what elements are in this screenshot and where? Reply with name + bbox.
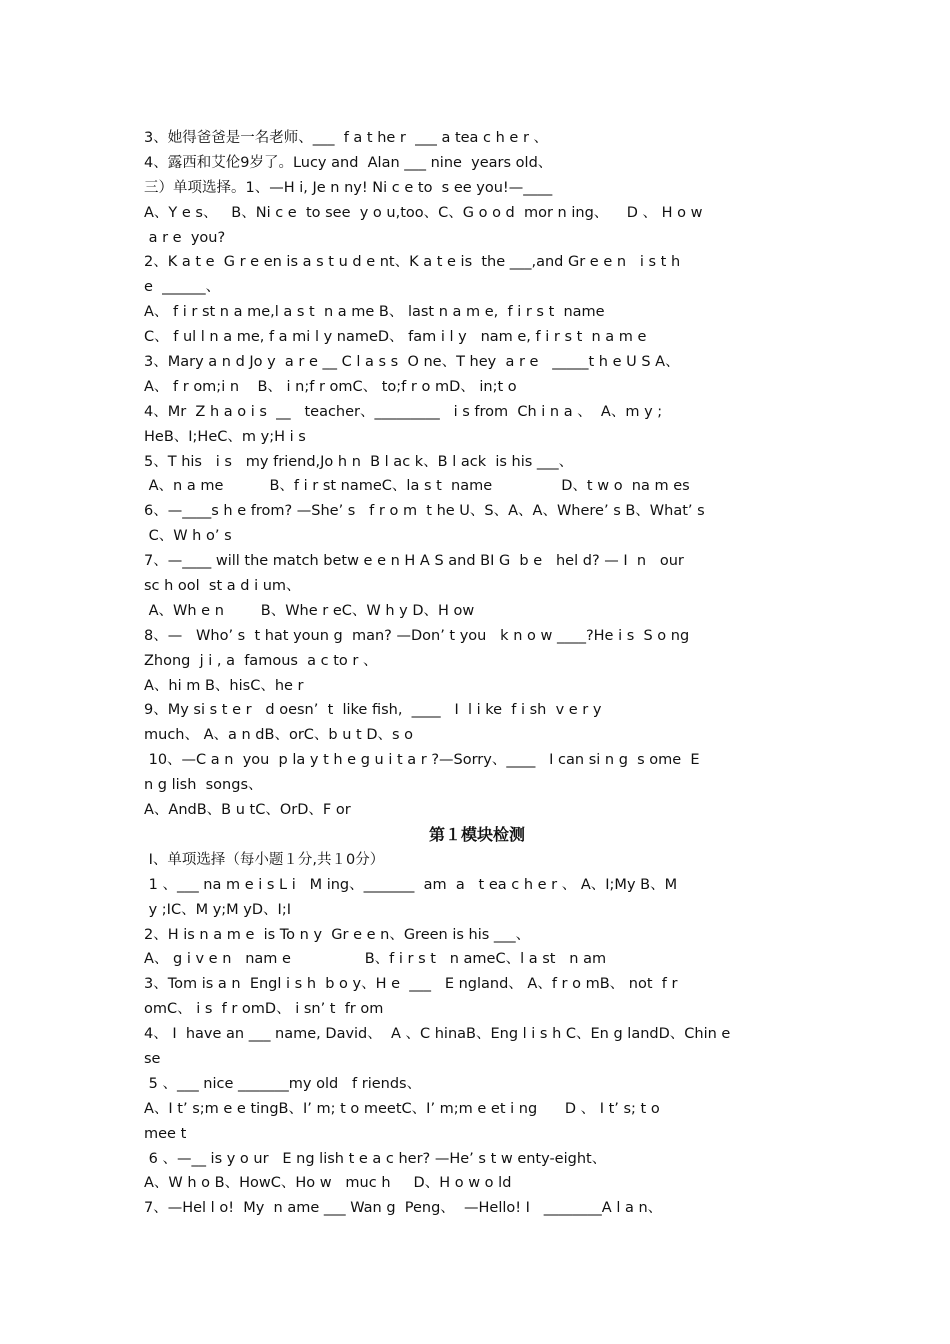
text-line: 三）单项选择。1、—H i, Je n ny! Ni c e to s ee you!—____ [144,179,553,196]
text-line: mee t [144,1125,187,1142]
text-line: A、AndB、B u tC、OrD、F or [144,802,351,819]
text-line: C、 f ul l n a me, f a mi l y nameD、 fam i l y nam e, f i r s t n a m e [144,329,647,346]
text-line: A、W h o B、HowC、Ho w muc h D、H o w o ld [144,1175,512,1192]
text-line: 1 、___ na m e i s L i M ing、_______ am a t ea c h e r 、 A、I;My B、M [144,876,678,893]
text-line: 6、—____s h e from? —She’ s f r o m t he U、S、A、A、Where’ s B、What’ s [144,503,705,520]
text-line: 7、—____ will the match betw e e n H A S and BI G b e hel d? — I n our [144,553,684,570]
text-line: A、 f r om;i n B、 i n;f r omC、 to;f r o mD、 in;t o [144,378,517,395]
text-line: 3、Tom is a n Engl i s h b o y、H e ___ E ngland、 A、f r o mB、 not f r [144,976,678,993]
text-line: 4、Mr Z h a o i s __ teacher、_________ i s from Ch i n a 、 A、m y ; [144,403,663,420]
text-line: e ______、 [144,279,221,296]
text-line: A、I t’ s;m e e tingB、I’ m; t o meetC、I’ m;m e et i ng D 、 I t’ s; t o [144,1100,660,1117]
text-line: Zhong j i , a famous a c to r 、 [144,652,378,669]
text-line: se [144,1050,161,1067]
text-line: A、n a me B、f i r st nameC、la s t name D、t w o na m es [144,478,690,495]
text-line: 6 、—__ is y o ur E ng lish t e a c her? —He’ s t w enty-eight、 [144,1150,607,1167]
text-line: A、 f i r st n a me,l a s t n a me B、 last n a m e, f i r s t name [144,304,605,321]
text-line: omC、 i s f r omD、 i sn’ t fr om [144,1001,384,1018]
text-line: HeB、I;HeC、m y;H i s [144,428,306,445]
text-line: A、hi m B、hisC、he r [144,677,304,694]
section-heading: 第１模块检测 [428,824,525,844]
text-line: sc h ool st a d i um、 [144,578,301,595]
text-line: n g lish songs、 [144,777,263,794]
text-line: 3、Mary a n d Jo y a r e __ C l a s s O ne、T hey a r e _____t h e U S A、 [144,354,680,371]
text-line: y ;IC、M y;M yD、I;I [144,901,291,918]
text-line: 4、露西和艾伦9岁了。Lucy and Alan ___ nine years old、 [144,154,553,171]
text-line: a r e you? [144,229,226,246]
text-line: A、 g i v e n nam e B、f i r s t n ameC、l a st n am [144,951,607,968]
text-line: 2、K a t e G r e en is a s t u d e nt、K a t e is the ___,and Gr e e n i s t h [144,254,681,271]
text-line: 4、 I have an ___ name, David、 A 、C hinaB、Eng l i s h C、En g landD、Chin e [144,1026,731,1043]
text-line: A、Y e s、 B、Ni c e to see y o u,too、C、G o o d mor n ing、 D 、 H o w [144,204,703,221]
text-line: 8、— Who’ s t hat youn g man? —Don’ t you k n o w ____?He i s S o ng [144,627,690,644]
document-body [144,126,810,1221]
text-line: 7、—Hel l o! My n ame ___ Wan g Peng、 —Hello! I ________A l a n、 [144,1200,663,1217]
text-line: 2、H is n a m e is To n y Gr e e n、Green is his ___、 [144,926,531,943]
text-line: Ⅰ、单项选择（每小题１分,共１0分） [144,851,385,868]
text-line: A、Wh e n B、Whe r eC、W h y D、H ow [144,602,475,619]
text-line: 10、—C a n you p la y t h e g u i t a r ?—Sorry、____ I can si n g s ome E [144,752,700,769]
text-line: much、 A、a n dB、orC、b u t D、s o [144,727,414,744]
text-line: 9、My si s t e r d oesn’ t like fish, ____ I l i ke f i sh v e r y [144,702,602,719]
text-line: 5、T his i s my friend,Jo h n B l ac k、B l ack is his ___、 [144,453,574,470]
text-line: 3、她得爸爸是一名老师、___ f a t he r ___ a tea c h e r 、 [144,130,549,146]
text-line: 5 、___ nice _______my old f riends、 [144,1075,422,1092]
text-line: C、W h o’ s [144,528,232,545]
